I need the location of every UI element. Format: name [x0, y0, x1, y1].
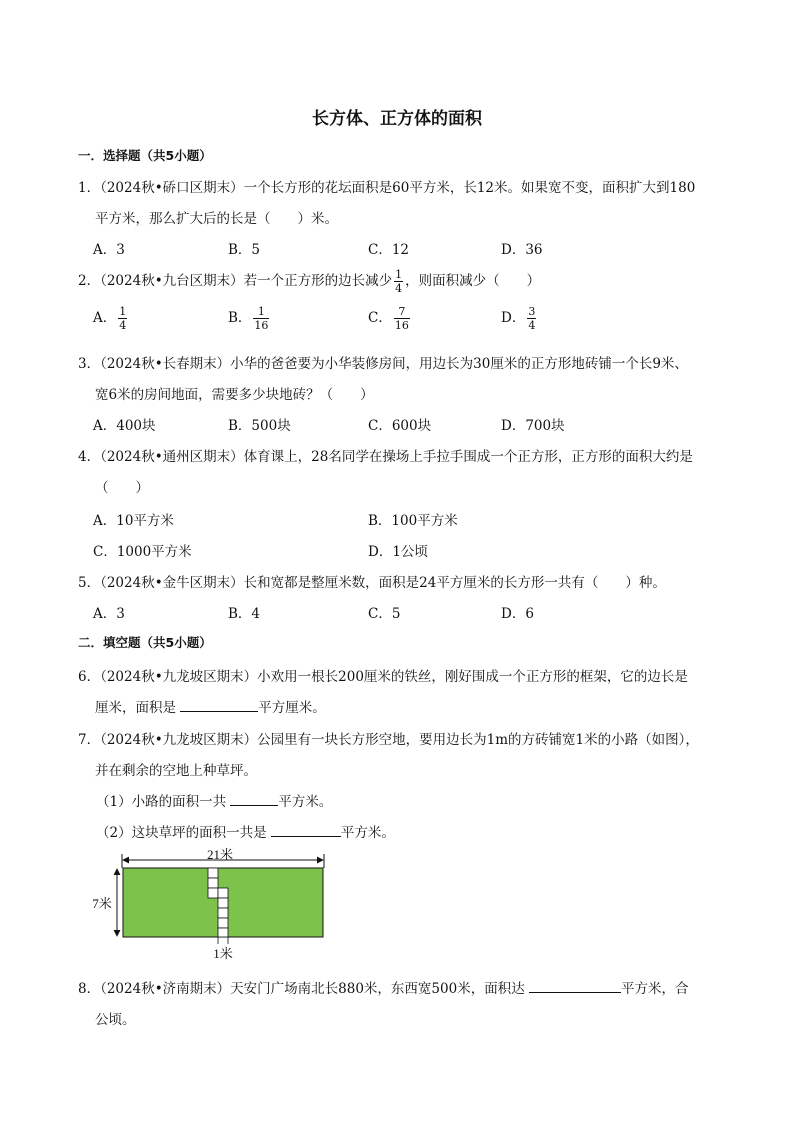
path-width-label: 1米 [213, 946, 233, 961]
q5-option-c[interactable]: C．5 [368, 606, 401, 622]
q1-option-c[interactable]: C．12 [368, 242, 410, 258]
question-1-text: 1．（2024秋•硚口区期末）一个长方形的花坛面积是60平方米，长12米。如果宽不变，面积扩大到180 [78, 180, 696, 196]
section-heading-fill: 二．填空题（共5小题） [78, 635, 212, 650]
question-4-text-cont: （ ） [95, 480, 149, 496]
q8-blank-area[interactable] [529, 978, 621, 993]
question-5-text: 5．（2024秋•金牛区期末）长和宽都是整厘米数，面积是24平方厘米的长方形一共有（ ）种。 [78, 575, 666, 591]
question-3-text: 3．（2024秋•长春期末）小华的爸爸要为小华装修房间，用边长为30厘米的正方形地砖铺一个长9米、 [78, 356, 688, 372]
question-2-prefix: 2．（2024秋•九台区期末）若一个正方形的边长减少 [78, 273, 393, 289]
q7-blank-lawn-area[interactable] [271, 822, 341, 837]
question-7-sub-1: （1）小路的面积一共 平方米。 [96, 790, 332, 810]
question-2-suffix: ，则面积减少（ ） [405, 273, 541, 289]
question-7-text-cont: 并在剩余的空地上种草坪。 [95, 763, 257, 779]
question-4-text: 4．（2024秋•通州区期末）体育课上，28名同学在操场上手拉手围成一个正方形，正方形的面积大约是 [78, 449, 693, 465]
question-8-text: 8．（2024秋•济南期末）天安门广场南北长880米，东西宽500米，面积达 平方米，合 [78, 977, 688, 997]
q7-blank-path-area[interactable] [230, 791, 278, 806]
question-1-text-cont: 平方米，那么扩大后的长是（ ）米。 [95, 211, 338, 227]
q5-option-b[interactable]: B．4 [228, 606, 261, 622]
q5-option-d[interactable]: D．6 [501, 606, 534, 622]
q5-option-a[interactable]: A．3 [93, 606, 125, 622]
q2-option-c[interactable]: C． $\frac{7}{16}$ [368, 305, 409, 332]
park-diagram-svg [86, 844, 336, 964]
question-6-text-cont: 厘米，面积是 平方厘米。 [95, 696, 326, 716]
q1-option-d[interactable]: D．36 [501, 242, 543, 258]
question-8-text-cont: 公顷。 [95, 1012, 136, 1028]
question-7-sub-2: （2）这块草坪的面积一共是 平方米。 [96, 821, 395, 841]
q1-option-b[interactable]: B．5 [228, 242, 261, 258]
question-6-text: 6．（2024秋•九龙坡区期末）小欢用一根长200厘米的铁丝，刚好围成一个正方形的框架，它的边长是 [78, 669, 688, 685]
question-7-text: 7．（2024秋•九龙坡区期末）公园里有一块长方形空地，要用边长为1m的方砖铺宽1米的小路（如图）， [78, 732, 699, 748]
q4-option-b[interactable]: B．100平方米 [368, 513, 458, 529]
q4-option-d[interactable]: D．1公顷 [368, 544, 428, 560]
q6-blank-area[interactable] [180, 697, 258, 712]
q4-option-c[interactable]: C．1000平方米 [93, 544, 192, 560]
question-3-text-cont: 宽6米的房间地面，需要多少块地砖？（ ） [95, 387, 374, 403]
q1-option-a[interactable]: A．3 [93, 242, 125, 258]
section-heading-choice: 一．选择题（共5小题） [78, 148, 212, 163]
q3-option-d[interactable]: D．700块 [501, 418, 565, 434]
q3-option-c[interactable]: C．600块 [368, 418, 432, 434]
q3-option-b[interactable]: B．500块 [228, 418, 291, 434]
page-title: 长方体、正方体的面积 [312, 109, 482, 129]
question-2-text [78, 266, 540, 296]
q2-option-a[interactable]: A． $\frac{1}{4}$ [93, 305, 127, 332]
park-diagram [86, 844, 336, 968]
q2-option-b[interactable]: B． $\frac{1}{16}$ [228, 305, 269, 332]
q3-option-a[interactable]: A．400块 [93, 418, 156, 434]
q2-option-d[interactable]: D． $\frac{3}{4}$ [501, 305, 536, 332]
question-2-fraction: $\frac{1}{4}$ [395, 268, 403, 295]
q4-option-a[interactable]: A．10平方米 [93, 513, 174, 529]
height-label: 7米 [92, 896, 112, 911]
width-label: 21米 [206, 847, 234, 862]
